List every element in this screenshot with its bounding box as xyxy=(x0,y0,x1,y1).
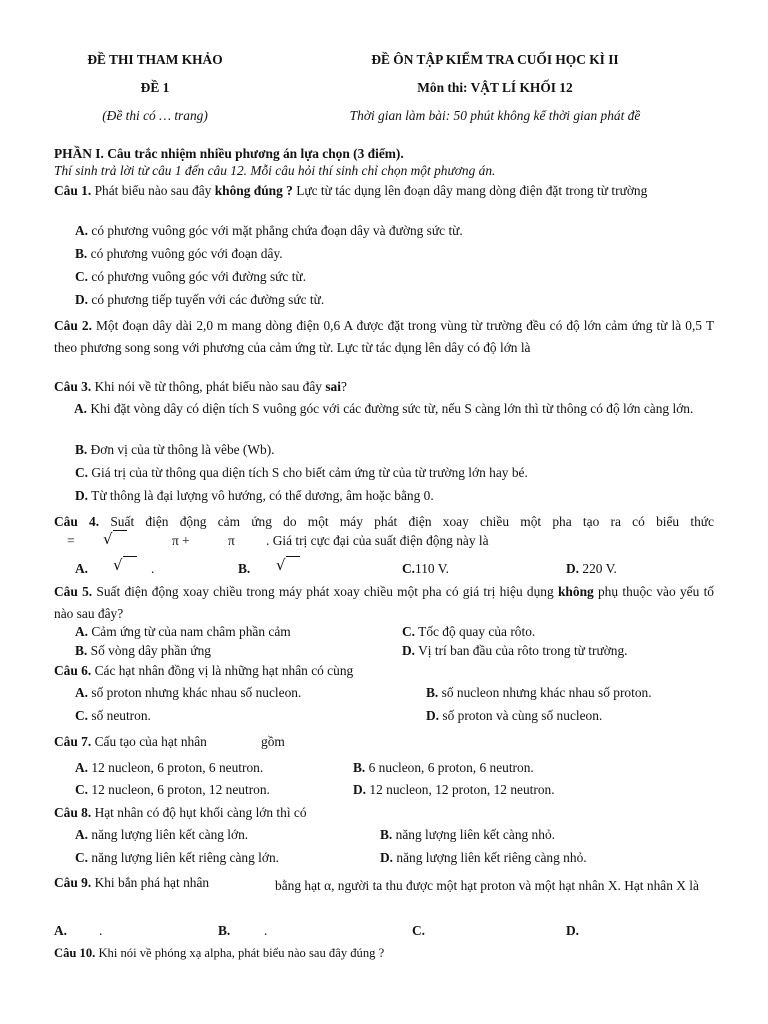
q5-option-b[interactable] xyxy=(75,643,211,659)
option-text: Từ thông là đại lượng vô hướng, có thể dương, âm hoặc bằng 0. xyxy=(88,488,434,503)
option-key: C. xyxy=(75,782,89,797)
question-text: phụ thuộc vào yếu tố nào sau đây? xyxy=(54,584,714,621)
header-subject: Môn thi: VẬT LÍ KHỐI 12 xyxy=(417,80,573,95)
q4-option-a-tail: . xyxy=(151,561,155,576)
question-emphasis: không đúng ? xyxy=(214,183,293,198)
q4-option-a[interactable]: A. xyxy=(75,561,89,576)
question-7-tail: gồm xyxy=(261,734,285,749)
option-key: B. xyxy=(75,643,88,658)
sqrt-sign: √ xyxy=(113,556,123,574)
option-text: có phương vuông góc với đoạn dây. xyxy=(87,246,283,261)
q4-option-d[interactable] xyxy=(566,561,617,577)
option-text: 220 V. xyxy=(579,561,617,576)
sqrt-bar xyxy=(113,530,127,531)
q4-option-b[interactable]: B. xyxy=(238,561,251,576)
question-label: Câu 1. xyxy=(54,183,92,198)
option-text: 6 nucleon, 6 proton, 6 neutron. xyxy=(365,760,534,775)
q4-option-a-sqrt xyxy=(113,556,123,574)
part-title: PHẦN I. Câu trắc nhiệm nhiều phương án lựa chọn (3 điểm). xyxy=(54,146,404,161)
q6-option-d[interactable] xyxy=(426,708,602,724)
option-text: số proton nhưng khác nhau số nucleon. xyxy=(88,685,302,700)
option-key: D. xyxy=(75,488,89,503)
q7-option-c[interactable] xyxy=(75,782,270,798)
option-key: C. xyxy=(75,465,89,480)
option-text: 110 V. xyxy=(415,561,450,576)
option-text: Đơn vị của từ thông là vêbe (Wb). xyxy=(87,442,275,457)
option-key: B. xyxy=(75,246,88,261)
question-7 xyxy=(54,734,207,750)
option-text: năng lượng liên kết càng nhỏ. xyxy=(392,827,555,842)
question-text: Cấu tạo của hạt nhân xyxy=(91,734,207,749)
question-text: Khi nói về phóng xạ alpha, phát biểu nào sau đây đúng ? xyxy=(95,946,385,960)
option-text: số proton và cùng số nucleon. xyxy=(439,708,603,723)
q7-option-d[interactable] xyxy=(353,782,555,798)
question-8 xyxy=(54,805,307,821)
option-key: B. xyxy=(75,442,88,457)
option-text: năng lượng liên kết riêng càng nhỏ. xyxy=(393,850,587,865)
option-key: A. xyxy=(75,685,89,700)
q9-option-a-tail: . xyxy=(99,923,103,938)
option-text: Khi đặt vòng dây có diện tích S vuông góc với các đường sức từ, nếu S càng lớn thì từ thông có độ lớn càng lớn. xyxy=(87,401,694,416)
question-label: Câu 8. xyxy=(54,805,92,820)
question-2 xyxy=(54,315,714,358)
question-text: Khi bắn phá hạt nhân xyxy=(91,875,210,890)
option-key: C. xyxy=(75,708,89,723)
q1-option-b[interactable] xyxy=(75,246,283,262)
q5-option-d[interactable] xyxy=(402,643,628,659)
sqrt-bar xyxy=(123,556,137,557)
question-label: Câu 6. xyxy=(54,663,92,678)
option-text: năng lượng liên kết riêng càng lớn. xyxy=(88,850,280,865)
q3-option-b[interactable] xyxy=(75,442,275,458)
q1-option-c[interactable] xyxy=(75,269,306,285)
header-page-count: (Đề thi có … trang) xyxy=(102,108,208,123)
question-label: Câu 10. xyxy=(54,946,96,960)
q4-equation-phase: π + xyxy=(172,533,190,548)
option-key: C. xyxy=(402,561,416,576)
option-text: 12 nucleon, 6 proton, 12 neutron. xyxy=(88,782,270,797)
q8-option-a[interactable] xyxy=(75,827,248,843)
q4-equation-sqrt xyxy=(103,530,113,548)
q6-option-c[interactable] xyxy=(75,708,151,724)
part-instruction: Thí sinh trả lời từ câu 1 đến câu 12. Mỗi câu hỏi thí sinh chỉ chọn một phương án. xyxy=(54,163,496,178)
option-text: có phương vuông góc với đường sức từ. xyxy=(88,269,307,284)
option-text: số neutron. xyxy=(88,708,151,723)
q3-option-c[interactable] xyxy=(75,465,528,481)
question-3 xyxy=(54,376,714,398)
q7-option-b[interactable] xyxy=(353,760,534,776)
option-key: B. xyxy=(353,760,366,775)
option-key: C. xyxy=(75,850,89,865)
option-text: Giá trị của từ thông qua diện tích S cho biết cảm ứng từ của từ trường lớn hay bé. xyxy=(88,465,528,480)
question-6 xyxy=(54,663,353,679)
header-exam-title: ĐỀ ÔN TẬP KIỂM TRA CUỐI HỌC KÌ II xyxy=(371,52,619,67)
option-key: A. xyxy=(75,760,89,775)
question-label: Câu 3. xyxy=(54,379,92,394)
question-5 xyxy=(54,581,714,624)
option-key: C. xyxy=(402,624,416,639)
header-time: Thời gian làm bài: 50 phút không kể thời gian phát đề xyxy=(349,108,641,123)
question-text: Suất điện động xoay chiều trong máy phát xoay chiều một pha có giá trị hiệu dụng xyxy=(92,584,558,599)
question-9-tail: bằng hạt α, người ta thu được một hạt proton và một hạt nhân X. Hạt nhân X là xyxy=(275,878,699,893)
option-key: A. xyxy=(75,624,89,639)
q1-option-d[interactable] xyxy=(75,292,324,308)
question-text: Hạt nhân có độ hụt khối càng lớn thì có xyxy=(91,805,307,820)
q4-option-c[interactable] xyxy=(402,561,449,577)
option-key: A. xyxy=(75,223,89,238)
question-text: Suất điện động cảm ứng do một máy phát điện xoay chiều một pha tạo ra có biểu thức xyxy=(99,514,714,529)
q3-option-d[interactable] xyxy=(75,488,434,504)
q8-option-b[interactable] xyxy=(380,827,555,843)
q9-option-a[interactable]: A. xyxy=(54,923,68,938)
question-text: ? xyxy=(340,379,347,394)
option-key: C. xyxy=(75,269,89,284)
option-text: có phương tiếp tuyến với các đường sức từ. xyxy=(88,292,325,307)
option-key: D. xyxy=(380,850,394,865)
q1-option-a[interactable] xyxy=(75,223,463,239)
question-label: Câu 4. xyxy=(54,514,100,529)
question-label: Câu 2. xyxy=(54,318,92,333)
question-text: Lực từ tác dụng lên đoạn dây mang dòng điện đặt trong từ trường xyxy=(292,183,648,198)
option-text: số nucleon nhưng khác nhau số proton. xyxy=(438,685,652,700)
q6-option-b[interactable] xyxy=(426,685,652,701)
question-text: Phát biểu nào sau đây xyxy=(91,183,215,198)
option-text: năng lượng liên kết càng lớn. xyxy=(88,827,249,842)
option-key: D. xyxy=(402,643,416,658)
question-label: Câu 9. xyxy=(54,875,92,890)
q5-option-c[interactable] xyxy=(402,624,535,640)
q8-option-d[interactable] xyxy=(380,850,587,866)
q7-option-a[interactable] xyxy=(75,760,263,776)
q4-equation-tail: . Giá trị cực đại của suất điện động này là xyxy=(266,533,489,548)
option-key: D. xyxy=(75,292,89,307)
option-key: D. xyxy=(353,782,367,797)
question-4 xyxy=(54,511,714,533)
question-text: Một đoạn dây dài 2,0 m mang dòng điện 0,6 A được đặt trong vùng từ trường đều có độ lớn cảm ứng từ là 0,5 T theo phương song song với phương của cảm ứng từ. Lực từ tác dụng lên dây có độ lớn là xyxy=(54,318,714,355)
q4-equation-equals: = xyxy=(67,533,75,548)
option-text: Cảm ứng từ của nam châm phần cảm xyxy=(88,624,291,639)
q6-option-a[interactable] xyxy=(75,685,301,701)
sqrt-sign: √ xyxy=(276,556,286,574)
question-emphasis: không xyxy=(557,584,594,599)
q3-option-a[interactable] xyxy=(54,398,714,420)
header-exam-type: ĐỀ THI THAM KHẢO xyxy=(87,52,223,67)
header-exam-number: ĐỀ 1 xyxy=(140,80,170,95)
question-emphasis: sai xyxy=(325,379,341,394)
option-key: B. xyxy=(426,685,439,700)
option-text: Số vòng dây phần ứng xyxy=(87,643,211,658)
option-key: D. xyxy=(426,708,440,723)
option-key: B. xyxy=(380,827,393,842)
q9-option-c[interactable]: C. xyxy=(412,923,426,938)
q5-option-a[interactable] xyxy=(75,624,291,640)
question-label: Câu 5. xyxy=(54,584,93,599)
question-text: Các hạt nhân đồng vị là những hạt nhân có cùng xyxy=(91,663,354,678)
q8-option-c[interactable] xyxy=(75,850,279,866)
question-1 xyxy=(54,180,714,202)
option-key: A. xyxy=(74,401,88,416)
q9-option-b-tail: . xyxy=(264,923,268,938)
q9-option-d[interactable]: D. xyxy=(566,923,580,938)
option-text: 12 nucleon, 12 proton, 12 neutron. xyxy=(366,782,555,797)
option-key: D. xyxy=(566,561,580,576)
option-text: Vị trí ban đầu của rôto trong từ trường. xyxy=(415,643,628,658)
question-label: Câu 7. xyxy=(54,734,92,749)
q4-option-b-sqrt xyxy=(276,556,286,574)
option-text: Tốc độ quay của rôto. xyxy=(415,624,536,639)
q9-option-b[interactable]: B. xyxy=(218,923,231,938)
q4-equation-pi: π xyxy=(228,533,235,548)
sqrt-bar xyxy=(286,556,300,557)
sqrt-sign: √ xyxy=(103,530,113,548)
option-text: có phương vuông góc với mặt phẳng chứa đoạn dây và đường sức từ. xyxy=(88,223,463,238)
option-text: 12 nucleon, 6 proton, 6 neutron. xyxy=(88,760,264,775)
option-key: A. xyxy=(75,827,89,842)
question-text: Khi nói về từ thông, phát biểu nào sau đây xyxy=(91,379,326,394)
question-10 xyxy=(54,946,384,961)
